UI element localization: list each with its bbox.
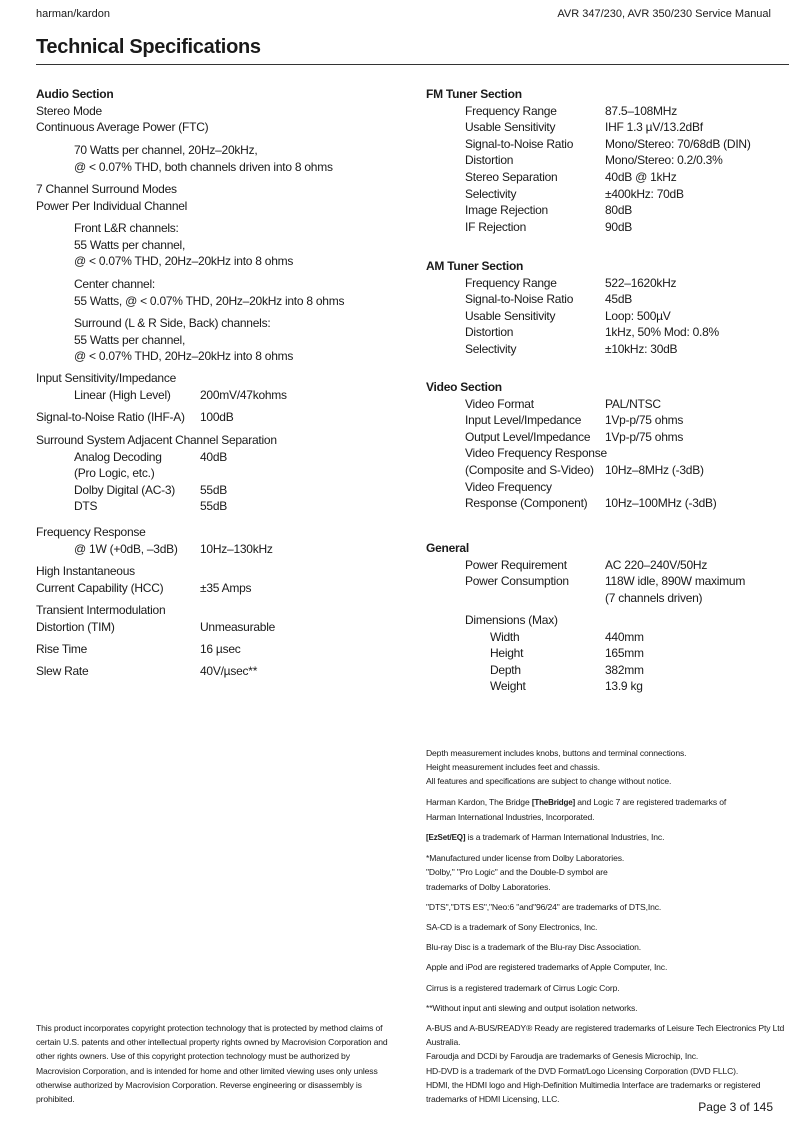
footnote-line: "Dolby," "Pro Logic" and the Double-D symbol are [426, 867, 608, 878]
spec-row [426, 275, 806, 292]
spec-value: 55dB [200, 499, 228, 514]
spec-value: Mono/Stereo: 0.2/0.3% [605, 153, 723, 168]
footnote [426, 981, 784, 995]
spec-row [36, 181, 416, 198]
spec-row [426, 495, 806, 512]
spec-label: Selectivity [465, 186, 517, 201]
spec-row [426, 590, 806, 607]
spec-label: Analog Decoding [74, 449, 162, 464]
footnote [426, 851, 784, 894]
spec-row [426, 629, 806, 646]
spec-row [426, 557, 806, 574]
section-heading [426, 540, 806, 557]
footnote-line: "DTS","DTS ES","Neo:6 "and"96/24" are trademarks of DTS,Inc. [426, 901, 662, 912]
spec-value: PAL/NTSC [605, 396, 661, 411]
spec-label: 70 Watts per channel, 20Hz–20kHz, [74, 143, 258, 157]
spec-row [36, 563, 416, 580]
spec-label: Linear (High Level) [74, 387, 171, 402]
spec-group [36, 524, 416, 557]
footnote-line: Blu-ray Disc is a trademark of the Blu-ray Disc Association. [426, 942, 641, 953]
spec-label: Distortion [465, 325, 514, 340]
spec-label: Power Requirement [465, 557, 567, 572]
footnote [426, 830, 784, 845]
footnote-line: Harman Kardon, The Bridge [TheBridge] and Logic 7 are registered trademarks of [426, 796, 727, 807]
spec-row [36, 482, 416, 499]
spec-row [426, 169, 806, 186]
spec-value: 10Hz–100MHz (-3dB) [605, 496, 717, 511]
spec-row [426, 119, 806, 136]
spec-value: 90dB [605, 219, 633, 234]
spec-row [426, 412, 806, 429]
spec-label: Surround (L & R Side, Back) channels: [74, 316, 271, 330]
spec-label: Usable Sensitivity [465, 120, 556, 135]
spec-row [426, 479, 806, 496]
footnote [426, 960, 784, 974]
spec-row [36, 276, 416, 293]
manual-title: AVR 347/230, AVR 350/230 Service Manual [557, 8, 771, 20]
spec-row [36, 498, 416, 515]
spec-label: Front L&R channels: [74, 221, 179, 235]
spec-label: Power Consumption [465, 574, 569, 589]
spec-label: Rise Time [36, 642, 88, 656]
spec-row [36, 159, 416, 176]
spec-value: Loop: 500µV [605, 308, 671, 323]
spec-row [426, 445, 806, 462]
spec-value: AC 220–240V/50Hz [605, 557, 708, 572]
spec-group [426, 540, 806, 606]
spec-value: 10Hz–8MHz (-3dB) [605, 462, 704, 477]
spec-value: 1Vp-p/75 ohms [605, 413, 684, 428]
the-bridge-logo: [TheBridge] [531, 797, 576, 807]
spec-label: Audio Section [36, 87, 114, 101]
spec-row [36, 580, 416, 597]
spec-row [36, 293, 416, 310]
spec-row [426, 341, 806, 358]
spec-row [36, 253, 416, 270]
spec-label: Output Level/Impedance [465, 429, 591, 444]
spec-label: Stereo Separation [465, 169, 558, 184]
footnote-line: SA-CD is a trademark of Sony Electronics, Inc. [426, 922, 598, 933]
spec-row [426, 612, 806, 629]
footnote-line: A-BUS and A-BUS/READY® Ready are registered trademarks of Leisure Tech Electronics Pty Ltd [426, 1023, 785, 1034]
spec-value: IHF 1.3 µV/13.2dBf [605, 120, 703, 135]
spec-row [36, 409, 416, 426]
spec-row [426, 219, 806, 236]
spec-label: @ 1W (+0dB, –3dB) [74, 541, 178, 556]
spec-group [36, 663, 416, 680]
spec-label: Frequency Range [465, 103, 557, 118]
spec-row [426, 324, 806, 341]
spec-value: 55dB [200, 482, 228, 497]
section-heading [36, 86, 416, 103]
spec-label: DTS [74, 499, 98, 514]
footnote-line: [EzSet/EQ] is a trademark of Harman International Industries, Inc. [426, 832, 665, 843]
spec-row [426, 645, 806, 662]
footnote-line: Height measurement includes feet and chassis. [426, 762, 600, 773]
spec-label: Frequency Response [36, 525, 146, 539]
spec-label: Image Rejection [465, 203, 548, 218]
footnote [426, 1001, 784, 1015]
spec-group [36, 432, 416, 515]
spec-row [426, 462, 806, 479]
spec-label: High Instantaneous [36, 564, 135, 578]
spec-label: Dolby Digital (AC-3) [74, 482, 176, 497]
spec-label: Frequency Range [465, 275, 557, 290]
spec-row [36, 370, 416, 387]
spec-value: 40dB [200, 449, 228, 464]
spec-label: Input Level/Impedance [465, 413, 582, 428]
spec-label: Stereo Mode [36, 103, 102, 118]
spec-row [36, 103, 416, 120]
spec-value: 165mm [605, 646, 644, 661]
spec-row [36, 348, 416, 365]
section-heading [426, 258, 806, 275]
spec-label: Depth [490, 662, 521, 677]
spec-group [426, 379, 806, 512]
spec-row [36, 663, 416, 680]
spec-value: ±35 Amps [200, 580, 252, 595]
spec-label: Input Sensitivity/Impedance [36, 371, 176, 385]
spec-label: Video Frequency Response [465, 446, 607, 461]
spec-label: Center channel: [74, 277, 155, 291]
footnote-line: trademarks of Dolby Laboratories. [426, 881, 551, 892]
spec-label: Signal-to-Noise Ratio [465, 136, 574, 151]
spec-label: (Pro Logic, etc.) [74, 466, 155, 481]
spec-row [36, 641, 416, 658]
spec-row [36, 432, 416, 449]
spec-label: Video Format [465, 396, 534, 411]
footnote [426, 920, 784, 934]
spec-value: 10Hz–130kHz [200, 541, 273, 556]
footnote-line: trademarks of HDMI Licensing, LLC. [426, 1094, 560, 1105]
spec-value: 13.9 kg [605, 679, 643, 694]
spec-group [36, 276, 416, 309]
spec-row [426, 573, 806, 590]
spec-value: ±400kHz: 70dB [605, 186, 684, 201]
footnote [426, 900, 784, 914]
ezset-eq-logo: [EzSet/EQ] [426, 833, 466, 843]
spec-row [36, 315, 416, 332]
spec-row [36, 619, 416, 636]
spec-value: 40V/µsec** [200, 664, 258, 678]
spec-row [426, 202, 806, 219]
spec-group [36, 370, 416, 403]
spec-value: 522–1620kHz [605, 275, 677, 290]
spec-label: @ < 0.07% THD, 20Hz–20kHz into 8 ohms [74, 349, 294, 364]
spec-label: Response (Component) [465, 496, 588, 511]
spec-label: Continuous Average Power (FTC) [36, 120, 209, 135]
spec-value: 87.5–108MHz [605, 103, 677, 118]
footnote-line: Depth measurement includes knobs, buttons and terminal connections. [426, 748, 687, 758]
spec-label: Width [490, 629, 520, 644]
footnote-line: All features and specifications are subject to change without notice. [426, 776, 672, 787]
spec-row [36, 541, 416, 558]
spec-group [36, 563, 416, 596]
spec-value: (7 channels driven) [605, 590, 703, 605]
footnote-line: Apple and iPod are registered trademarks of Apple Computer, Inc. [426, 962, 668, 973]
spec-label: IF Rejection [465, 219, 527, 234]
spec-row [426, 308, 806, 325]
footnote-line: *Manufactured under license from Dolby Laboratories. [426, 853, 625, 864]
footnote [426, 795, 784, 824]
spec-label: Distortion [465, 153, 514, 168]
spec-label: Signal-to-Noise Ratio [465, 292, 574, 307]
spec-row [426, 186, 806, 203]
spec-label: Surround System Adjacent Channel Separation [36, 433, 277, 447]
footnote-line: Harman International Industries, Incorporated. [426, 811, 595, 822]
spec-group [36, 409, 416, 426]
spec-label: Transient Intermodulation [36, 603, 166, 617]
copyright-notice: This product incorporates copyright protection technology that is protected by method claims of certain U.S. patents and other intellectual property rights owned by Macrovision Corporation and other rights owners. Use of this copyright protection technology must be authorized by Macrovision Corporation, and is intended for home and other limited viewing uses only unless otherwise authorized by Macrovision Corporation. Reverse engineering or disassembly is prohibited. [36, 1023, 388, 1105]
spec-label: @ < 0.07% THD, both channels driven into 8 ohms [74, 159, 333, 174]
section-heading [426, 379, 806, 396]
spec-group [36, 315, 416, 365]
spec-value: 440mm [605, 629, 644, 644]
spec-label: Video Frequency [465, 479, 552, 494]
page-title: Technical Specifications [36, 36, 261, 58]
spec-row [426, 103, 806, 120]
spec-row [426, 136, 806, 153]
spec-label: Signal-to-Noise Ratio (IHF-A) [36, 410, 185, 424]
spec-value: 16 µsec [200, 642, 241, 656]
spec-label: Video Section [426, 380, 502, 394]
spec-label: FM Tuner Section [426, 87, 522, 101]
spec-value: 80dB [605, 203, 633, 218]
spec-row [36, 387, 416, 404]
spec-group [426, 612, 806, 695]
spec-value: ±10kHz: 30dB [605, 341, 678, 356]
spec-label: @ < 0.07% THD, 20Hz–20kHz into 8 ohms [74, 254, 294, 269]
spec-value: 1kHz, 50% Mod: 0.8% [605, 325, 719, 340]
spec-label: Dimensions (Max) [465, 613, 558, 627]
footnote [426, 1021, 784, 1106]
spec-value: Unmeasurable [200, 619, 276, 634]
brand-name: harman/kardon [36, 8, 110, 20]
footnote [426, 746, 784, 789]
spec-label: Power Per Individual Channel [36, 198, 188, 213]
spec-row [36, 119, 416, 136]
spec-value: 100dB [200, 410, 234, 424]
spec-value: Mono/Stereo: 70/68dB (DIN) [605, 136, 751, 151]
spec-label: General [426, 541, 469, 555]
spec-row [426, 429, 806, 446]
section-heading [426, 86, 806, 103]
spec-label: Height [490, 646, 524, 661]
spec-row [426, 152, 806, 169]
spec-label: Current Capability (HCC) [36, 580, 164, 595]
spec-label: (Composite and S-Video) [465, 462, 594, 477]
spec-row [426, 396, 806, 413]
spec-group [426, 86, 806, 235]
spec-row [36, 142, 416, 159]
footnote-line: HDMI, the HDMI logo and High-Definition Multimedia Interface are trademarks or registered [426, 1079, 761, 1090]
spec-value: 40dB @ 1kHz [605, 169, 677, 184]
footnote-line: HD-DVD is a trademark of the DVD Format/Logo Licensing Corporation (DVD FLLC). [426, 1065, 739, 1076]
spec-row [36, 465, 416, 482]
spec-label: Usable Sensitivity [465, 308, 556, 323]
page-number: Page 3 of 145 [698, 1100, 773, 1114]
spec-row [36, 524, 416, 541]
spec-label: Weight [490, 679, 526, 694]
spec-group [36, 181, 416, 214]
spec-group [426, 258, 806, 358]
spec-label: 7 Channel Surround Modes [36, 182, 177, 196]
spec-label: 55 Watts per channel, [74, 332, 186, 347]
footnotes [426, 746, 784, 1106]
spec-row [426, 678, 806, 695]
spec-group [36, 220, 416, 270]
spec-row [36, 602, 416, 619]
spec-value: 118W idle, 890W maximum [605, 574, 746, 589]
spec-row [426, 662, 806, 679]
footnote-line: Faroudja and DCDi by Faroudja are trademarks of Genesis Microchip, Inc. [426, 1051, 699, 1062]
footnote [426, 940, 784, 954]
spec-row [36, 237, 416, 254]
spec-label: Slew Rate [36, 664, 89, 678]
spec-value: 1Vp-p/75 ohms [605, 429, 684, 444]
footnote-line: Australia. [426, 1037, 461, 1048]
title-divider [36, 64, 789, 65]
spec-label: Selectivity [465, 341, 517, 356]
spec-value: 382mm [605, 662, 644, 677]
spec-value: 200mV/47kohms [200, 387, 287, 402]
spec-row [426, 291, 806, 308]
spec-group [36, 142, 416, 175]
spec-label: 55 Watts per channel, [74, 237, 186, 252]
spec-row [36, 220, 416, 237]
spec-label: 55 Watts, @ < 0.07% THD, 20Hz–20kHz into 8 ohms [74, 293, 345, 308]
footnote-line: Cirrus is a registered trademark of Cirrus Logic Corp. [426, 982, 620, 993]
spec-row [36, 449, 416, 466]
spec-row [36, 198, 416, 215]
spec-group [36, 602, 416, 635]
spec-value: 45dB [605, 292, 633, 307]
spec-row [36, 332, 416, 349]
spec-label: Distortion (TIM) [36, 619, 115, 634]
spec-label: AM Tuner Section [426, 259, 524, 273]
spec-group [36, 86, 416, 136]
footnote-line: **Without input anti slewing and output isolation networks. [426, 1002, 638, 1013]
spec-group [36, 641, 416, 658]
